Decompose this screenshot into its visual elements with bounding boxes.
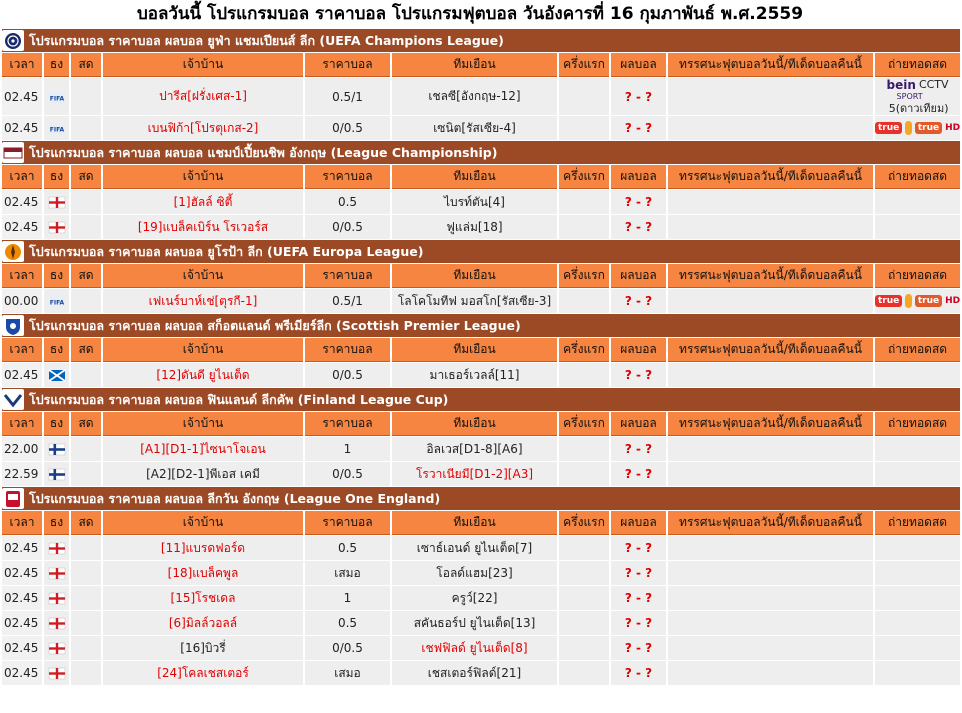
tips-cell[interactable] (668, 636, 873, 660)
match-time: 02.45 (2, 116, 42, 140)
header-live: สด (71, 165, 101, 189)
live-cell (71, 661, 101, 685)
header-away: ทีมเยือน (392, 338, 557, 362)
tv-cell (875, 190, 960, 214)
tv-channels (875, 294, 960, 308)
league-title[interactable]: โปรแกรมบอล ราคาบอล ผลบอล ลีกวัน อังกฤษ (League One England) (29, 490, 441, 506)
odds-value: 0/0.5 (305, 116, 390, 140)
fifa-flag-icon (49, 121, 65, 135)
half-time-score (559, 289, 609, 313)
header-tips: ทรรศนะฟุตบอลวันนี้/ทีเด็ดบอลคืนนี้ (668, 338, 873, 362)
england-flag-icon (49, 541, 65, 555)
odds-value: 0.5 (305, 536, 390, 560)
header-half: ครึ่งแรก (559, 511, 609, 535)
header-flag: ธง (44, 511, 69, 535)
away-team[interactable]: ครูว์[22] (392, 586, 557, 610)
match-time: 02.45 (2, 561, 42, 585)
tv-cell (875, 561, 960, 585)
header-tv: ถ่ายทอดสด (875, 264, 960, 288)
home-team[interactable]: เฟเนร์บาห์เช่[ตุรกี-1] (103, 289, 303, 313)
half-time-score (559, 437, 609, 461)
match-time: 00.00 (2, 289, 42, 313)
match-row (2, 78, 960, 115)
header-tips: ทรรศนะฟุตบอลวันนี้/ทีเด็ดบอลคืนนี้ (668, 412, 873, 436)
header-result: ผลบอล (611, 165, 666, 189)
odds-value: 0.5 (305, 190, 390, 214)
header-tips: ทรรศนะฟุตบอลวันนี้/ทีเด็ดบอลคืนนี้ (668, 165, 873, 189)
tv-cell (875, 289, 960, 313)
home-team[interactable]: [11]แบรดฟอร์ด (103, 536, 303, 560)
tv-channels (875, 121, 960, 135)
header-half: ครึ่งแรก (559, 412, 609, 436)
home-team[interactable]: ปารีส[ฝรั่งเศส-1] (103, 78, 303, 115)
match-time: 22.59 (2, 462, 42, 486)
match-result: ? - ? (611, 536, 666, 560)
home-team[interactable]: [24]โคลเชสเตอร์ (103, 661, 303, 685)
column-header-row (2, 412, 960, 436)
column-header-row (2, 53, 960, 77)
away-team[interactable]: โรวาเนียมี[D1-2][A3] (392, 462, 557, 486)
fifa-flag-icon (49, 294, 65, 308)
true-sport-logo[interactable]: true (875, 122, 902, 134)
header-result: ผลบอล (611, 412, 666, 436)
match-row (2, 536, 960, 560)
away-team[interactable]: เซาธ์เอนด์ ยูไนเต็ด[7] (392, 536, 557, 560)
match-result: ? - ? (611, 190, 666, 214)
header-tv: ถ่ายทอดสด (875, 412, 960, 436)
match-row (2, 661, 960, 685)
england-flag-icon (49, 616, 65, 630)
header-away: ทีมเยือน (392, 511, 557, 535)
true-ring-icon (905, 121, 912, 135)
match-time: 02.45 (2, 190, 42, 214)
league-header-row (2, 314, 960, 337)
odds-value: เสมอ (305, 661, 390, 685)
header-odds: ราคาบอล (305, 165, 390, 189)
england-flag-icon (49, 195, 65, 209)
header-tips: ทรรศนะฟุตบอลวันนี้/ทีเด็ดบอลคืนนี้ (668, 511, 873, 535)
england-flag-icon (49, 220, 65, 234)
europa-league-icon (2, 241, 24, 262)
header-away: ทีมเยือน (392, 53, 557, 77)
half-time-score (559, 586, 609, 610)
tv-cell (875, 78, 960, 115)
header-odds: ราคาบอล (305, 53, 390, 77)
half-time-score (559, 636, 609, 660)
odds-value: 0/0.5 (305, 215, 390, 239)
home-team[interactable]: [1]ฮัลล์ ซิตี้ (103, 190, 303, 214)
tips-cell[interactable] (668, 661, 873, 685)
live-cell (71, 289, 101, 313)
match-result: ? - ? (611, 611, 666, 635)
live-cell (71, 363, 101, 387)
live-cell (71, 586, 101, 610)
header-time: เวลา (2, 53, 42, 77)
home-team[interactable]: [A1][D1-1]ไซนาโจเอน (103, 437, 303, 461)
svg-text:FIFA: FIFA (49, 126, 64, 134)
home-team[interactable]: เบนฟิก้า[โปรตุเกส-2] (103, 116, 303, 140)
match-time: 02.45 (2, 363, 42, 387)
true-sport-logo[interactable]: true (875, 295, 902, 307)
flag-cell (44, 462, 69, 486)
match-time: 02.45 (2, 215, 42, 239)
header-half: ครึ่งแรก (559, 264, 609, 288)
match-result: ? - ? (611, 363, 666, 387)
half-time-score (559, 78, 609, 115)
flag-cell (44, 561, 69, 585)
match-time: 02.45 (2, 661, 42, 685)
true-sport-hd-logo[interactable]: true (915, 122, 942, 134)
away-team[interactable]: เซนิต[รัสเซีย-4] (392, 116, 557, 140)
tips-cell[interactable] (668, 462, 873, 486)
england-flag-icon (49, 591, 65, 605)
match-time: 02.45 (2, 536, 42, 560)
league-title[interactable]: โปรแกรมบอล ราคาบอล ผลบอล แชมป์เปี้ยนชิพ อังกฤษ (League Championship) (29, 144, 498, 160)
home-team[interactable]: [16]บิวรี่ (103, 636, 303, 660)
home-team[interactable]: [A2][D2-1]พีเอส เคมี (103, 462, 303, 486)
flag-cell (44, 363, 69, 387)
live-cell (71, 611, 101, 635)
home-team[interactable]: [6]มิลล์วอลล์ (103, 611, 303, 635)
odds-value: 0/0.5 (305, 636, 390, 660)
championship-icon (2, 142, 24, 163)
column-header-row (2, 511, 960, 535)
header-home: เจ้าบ้าน (103, 338, 303, 362)
half-time-score (559, 363, 609, 387)
cctv-sub-label: 5(ดาวเทียม) (888, 102, 949, 115)
league-header-row (2, 240, 960, 263)
flag-cell (44, 437, 69, 461)
live-cell (71, 437, 101, 461)
header-time: เวลา (2, 511, 42, 535)
cctv-label: CCTV (918, 78, 949, 91)
header-away: ทีมเยือน (392, 264, 557, 288)
tv-cell (875, 363, 960, 387)
header-home: เจ้าบ้าน (103, 53, 303, 77)
tips-cell[interactable] (668, 586, 873, 610)
live-cell (71, 116, 101, 140)
away-team[interactable]: โลโคโมทีฟ มอสโก[รัสเซีย-3] (392, 289, 557, 313)
header-home: เจ้าบ้าน (103, 165, 303, 189)
hd-badge: HD (945, 123, 961, 133)
flag-cell (44, 215, 69, 239)
match-result: ? - ? (611, 636, 666, 660)
odds-value: 0/0.5 (305, 363, 390, 387)
match-time: 22.00 (2, 437, 42, 461)
header-live: สด (71, 53, 101, 77)
match-result: ? - ? (611, 462, 666, 486)
hd-badge: HD (945, 296, 961, 306)
live-cell (71, 462, 101, 486)
header-tips: ทรรศนะฟุตบอลวันนี้/ทีเด็ดบอลคืนนี้ (668, 264, 873, 288)
tips-cell[interactable] (668, 437, 873, 461)
header-result: ผลบอล (611, 338, 666, 362)
flag-cell (44, 636, 69, 660)
header-half: ครึ่งแรก (559, 165, 609, 189)
column-header-row (2, 264, 960, 288)
tips-cell[interactable] (668, 363, 873, 387)
header-tips: ทรรศนะฟุตบอลวันนี้/ทีเด็ดบอลคืนนี้ (668, 53, 873, 77)
header-home: เจ้าบ้าน (103, 511, 303, 535)
header-flag: ธง (44, 165, 69, 189)
header-time: เวลา (2, 338, 42, 362)
true-sport-hd-logo[interactable]: true (915, 295, 942, 307)
live-cell (71, 215, 101, 239)
live-cell (71, 636, 101, 660)
odds-value: 0/0.5 (305, 462, 390, 486)
league-title[interactable]: โปรแกรมบอล ราคาบอล ผลบอล ฟินแลนด์ ลีกคัพ (Finland League Cup) (29, 391, 449, 407)
champions-league-icon (2, 30, 24, 51)
half-time-score (559, 661, 609, 685)
live-cell (71, 78, 101, 115)
header-home: เจ้าบ้าน (103, 412, 303, 436)
flag-cell (44, 661, 69, 685)
header-result: ผลบอล (611, 511, 666, 535)
match-result: ? - ? (611, 289, 666, 313)
away-team[interactable]: ฟูแล่ม[18] (392, 215, 557, 239)
half-time-score (559, 561, 609, 585)
header-time: เวลา (2, 165, 42, 189)
header-result: ผลบอล (611, 53, 666, 77)
tips-cell[interactable] (668, 536, 873, 560)
finland-flag-icon (49, 467, 65, 481)
away-team[interactable]: เชสเตอร์ฟิลด์[21] (392, 661, 557, 685)
league-one-icon (2, 488, 24, 509)
match-result: ? - ? (611, 437, 666, 461)
tv-channels (887, 79, 949, 115)
finland-league-icon (2, 389, 24, 410)
scotland-flag-icon (49, 368, 65, 382)
tips-cell[interactable] (668, 116, 873, 140)
true-ring-icon (905, 294, 912, 308)
flag-cell (44, 289, 69, 313)
home-team[interactable]: [12]ดันดี ยูไนเต็ด (103, 363, 303, 387)
tv-cell (875, 437, 960, 461)
league-title[interactable]: โปรแกรมบอล ราคาบอล ผลบอล ยูฟ่า แชมเปียนส์ ลีก (UEFA Champions League) (29, 32, 504, 48)
tips-cell[interactable] (668, 190, 873, 214)
tv-cell (875, 536, 960, 560)
header-flag: ธง (44, 264, 69, 288)
league-title[interactable]: โปรแกรมบอล ราคาบอล ผลบอล สก็อตแลนด์ พรีเมียร์ลีก (Scottish Premier League) (29, 317, 521, 333)
header-odds: ราคาบอล (305, 511, 390, 535)
england-flag-icon (49, 666, 65, 680)
header-flag: ธง (44, 53, 69, 77)
odds-value: 0.5/1 (305, 78, 390, 115)
header-tv: ถ่ายทอดสด (875, 338, 960, 362)
odds-value: 0.5/1 (305, 289, 390, 313)
flag-cell (44, 116, 69, 140)
header-tv: ถ่ายทอดสด (875, 165, 960, 189)
tips-cell[interactable] (668, 289, 873, 313)
tips-cell[interactable] (668, 561, 873, 585)
half-time-score (559, 462, 609, 486)
header-half: ครึ่งแรก (559, 53, 609, 77)
match-time: 02.45 (2, 611, 42, 635)
page-title: บอลวันนี้ โปรแกรมบอล ราคาบอล โปรแกรมฟุตบอล วันอังคารที่ 16 กุมภาพันธ์ พ.ศ.2559 (136, 4, 804, 24)
match-result: ? - ? (611, 78, 666, 115)
match-row (2, 437, 960, 461)
header-tv: ถ่ายทอดสด (875, 511, 960, 535)
match-row (2, 215, 960, 239)
live-cell (71, 190, 101, 214)
header-away: ทีมเยือน (392, 412, 557, 436)
tv-cell (875, 116, 960, 140)
scottish-league-icon (2, 315, 24, 336)
fixtures-table (0, 28, 962, 686)
match-row (2, 636, 960, 660)
fifa-flag-icon (49, 90, 65, 104)
half-time-score (559, 190, 609, 214)
match-result: ? - ? (611, 561, 666, 585)
flag-cell (44, 190, 69, 214)
header-odds: ราคาบอล (305, 264, 390, 288)
bein-sport-logo[interactable]: bein (886, 78, 916, 92)
match-time: 02.45 (2, 586, 42, 610)
live-cell (71, 561, 101, 585)
england-flag-icon (49, 641, 65, 655)
header-away: ทีมเยือน (392, 165, 557, 189)
tv-cell (875, 586, 960, 610)
match-row (2, 561, 960, 585)
flag-cell (44, 586, 69, 610)
away-team[interactable]: เชฟฟิลด์ ยูไนเต็ด[8] (392, 636, 557, 660)
half-time-score (559, 536, 609, 560)
tv-cell (875, 611, 960, 635)
half-time-score (559, 215, 609, 239)
match-row (2, 363, 960, 387)
league-header-row (2, 29, 960, 52)
header-result: ผลบอล (611, 264, 666, 288)
away-team[interactable]: โอลด์แฮม[23] (392, 561, 557, 585)
tips-cell[interactable] (668, 611, 873, 635)
column-header-row (2, 338, 960, 362)
odds-value: เสมอ (305, 561, 390, 585)
odds-value: 1 (305, 586, 390, 610)
header-half: ครึ่งแรก (559, 338, 609, 362)
header-live: สด (71, 338, 101, 362)
match-row (2, 289, 960, 313)
league-title[interactable]: โปรแกรมบอล ราคาบอล ผลบอล ยูโรป้า ลีก (UEFA Europa League) (29, 243, 424, 259)
svg-text:FIFA: FIFA (49, 299, 64, 307)
tv-cell (875, 636, 960, 660)
league-header-row (2, 487, 960, 510)
league-header-row (2, 141, 960, 164)
away-team[interactable]: สคันธอร์ป ยูไนเต็ด[13] (392, 611, 557, 635)
match-row (2, 462, 960, 486)
home-team[interactable]: [19]แบล็คเบิร์น โรเวอร์ส (103, 215, 303, 239)
match-time: 02.45 (2, 636, 42, 660)
header-tv: ถ่ายทอดสด (875, 53, 960, 77)
tv-cell (875, 215, 960, 239)
home-team[interactable]: [18]แบล็คพูล (103, 561, 303, 585)
tv-cell (875, 661, 960, 685)
match-row (2, 190, 960, 214)
odds-value: 0.5 (305, 611, 390, 635)
svg-text:FIFA: FIFA (49, 95, 64, 102)
half-time-score (559, 611, 609, 635)
tips-cell[interactable] (668, 78, 873, 115)
header-flag: ธง (44, 412, 69, 436)
header-home: เจ้าบ้าน (103, 264, 303, 288)
match-row (2, 586, 960, 610)
header-odds: ราคาบอล (305, 338, 390, 362)
flag-cell (44, 611, 69, 635)
match-row (2, 611, 960, 635)
column-header-row (2, 165, 960, 189)
header-live: สด (71, 264, 101, 288)
tips-cell[interactable] (668, 215, 873, 239)
finland-flag-icon (49, 442, 65, 456)
flag-cell (44, 536, 69, 560)
header-flag: ธง (44, 338, 69, 362)
away-team[interactable]: อิลเวส[D1-8][A6] (392, 437, 557, 461)
header-time: เวลา (2, 264, 42, 288)
match-result: ? - ? (611, 661, 666, 685)
match-result: ? - ? (611, 116, 666, 140)
header-live: สด (71, 511, 101, 535)
header-odds: ราคาบอล (305, 412, 390, 436)
away-team[interactable]: ไบรท์ตัน[4] (392, 190, 557, 214)
header-live: สด (71, 412, 101, 436)
odds-value: 1 (305, 437, 390, 461)
header-time: เวลา (2, 412, 42, 436)
league-header-row (2, 388, 960, 411)
bein-sport-sub: SPORT (896, 92, 923, 101)
match-time: 02.45 (2, 78, 42, 115)
match-result: ? - ? (611, 586, 666, 610)
live-cell (71, 536, 101, 560)
england-flag-icon (49, 566, 65, 580)
home-team[interactable]: [15]โรชเดล (103, 586, 303, 610)
away-team[interactable]: มาเธอร์เวลล์[11] (392, 363, 557, 387)
match-row (2, 116, 960, 140)
flag-cell (44, 78, 69, 115)
half-time-score (559, 116, 609, 140)
tv-cell (875, 462, 960, 486)
match-result: ? - ? (611, 215, 666, 239)
away-team[interactable]: เชลซี[อังกฤษ-12] (392, 78, 557, 115)
